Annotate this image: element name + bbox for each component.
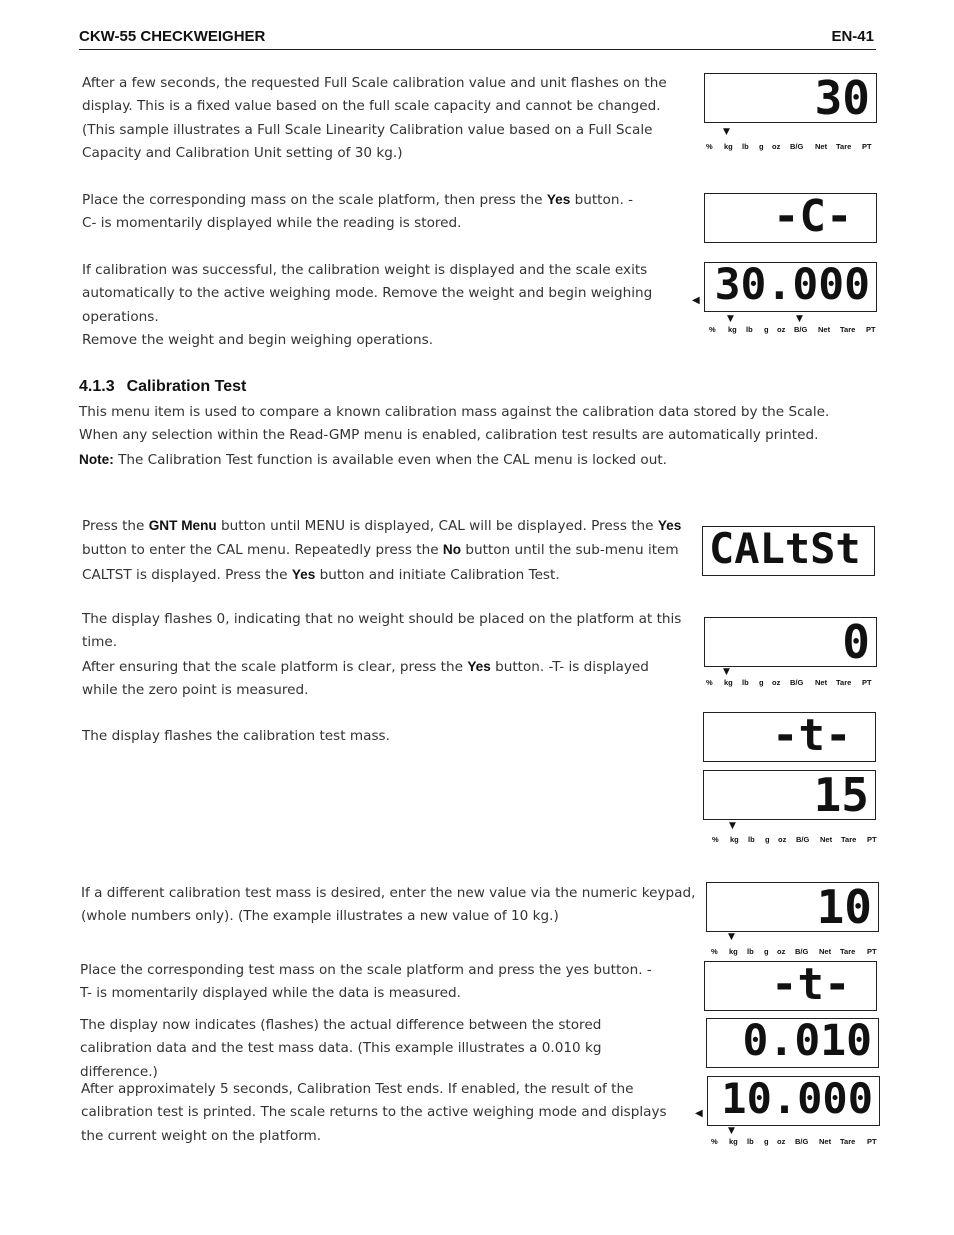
display-value: 15: [813, 768, 869, 822]
lcd-display: [704, 617, 877, 667]
unit-indicator-arrow: ▼: [728, 932, 735, 942]
paragraph: The display now indicates (flashes) the actual difference between the stored calibration data and the test mass data. (This example illustrates a 0.010 kg difference.): [80, 1017, 602, 1080]
paragraph: If calibration was successful, the calibration weight is displayed and the scale exits automatically to the active weighing mode. Remove the weight and begin weighing operations.: [82, 262, 653, 325]
lcd-display: [704, 73, 877, 123]
lcd-display: [703, 712, 876, 762]
paragraph: If a different calibration test mass is desired, enter the new value via the numeric keypad, (whole numbers only). (The example illustrates a new value of 10 kg.): [81, 885, 696, 925]
side-arrow: ◀: [692, 295, 700, 306]
annunciator-row: % kg lb g oz B/G Net Tare PT: [706, 678, 872, 687]
lcd-display: [704, 262, 877, 312]
lcd-display: [706, 1018, 879, 1068]
annunciator-row: % kg lb g oz B/G Net Tare PT: [712, 835, 877, 844]
unit-indicator-arrow: ▼: [723, 667, 730, 677]
unit-indicator-arrow: ▼: [727, 314, 734, 324]
paragraph: The display flashes the calibration test mass.: [82, 728, 390, 744]
paragraph: The display flashes 0, indicating that no weight should be placed on the platform at this time.: [82, 611, 682, 651]
display-value: 10: [816, 880, 872, 934]
page-number: EN-41: [831, 28, 874, 45]
paragraph: Remove the weight and begin weighing operations.: [82, 332, 434, 348]
paragraph: Place the corresponding test mass on the scale platform and press the yes button. -T- is momentarily displayed while the data is measured.: [80, 962, 652, 1002]
unit-indicator-arrow: ▼: [796, 314, 803, 324]
lcd-display: [703, 770, 876, 820]
annunciator-row: % kg lb g oz B/G Net Tare PT: [711, 947, 877, 956]
unit-indicator-arrow: ▼: [723, 127, 730, 137]
display-value: -t-: [771, 959, 851, 1010]
lcd-display: [704, 961, 877, 1011]
paragraph: This menu item is used to compare a known calibration mass against the calibration data stored by the Scale. When any selection within the Read-GMP menu is enabled, calibration test results are automatically printed.: [79, 404, 830, 444]
paragraph: After approximately 5 seconds, Calibration Test ends. If enabled, the result of the calibration test is printed. The scale returns to the active weighing mode and displays the current weight on the platform.: [81, 1081, 667, 1144]
side-arrow: ◀: [695, 1108, 703, 1119]
display-value: 10.000: [721, 1074, 873, 1123]
header-title: CKW-55 CHECKWEIGHER: [79, 28, 266, 45]
unit-indicator-arrow: ▼: [728, 1126, 735, 1136]
display-value: 0: [842, 615, 870, 669]
display-value: -t-: [772, 710, 852, 761]
section-heading: 4.1.3 Calibration Test: [79, 378, 247, 395]
note-paragraph: Note: The Calibration Test function is available even when the CAL menu is locked out.: [79, 452, 668, 468]
lcd-display: [702, 526, 875, 576]
lcd-display: [707, 1076, 880, 1126]
display-value: 30: [814, 71, 870, 125]
annunciator-row: % kg lb g oz B/G Net Tare PT: [711, 1137, 877, 1146]
display-value: CALtSt: [709, 524, 861, 573]
paragraph: Press the GNT Menu button until MENU is displayed, CAL will be displayed. Press the Yes button to enter the CAL menu. Repeatedly press the No button until the sub-menu item CALTST is displayed. Press the Yes button and initiate Calibration Test.: [82, 518, 682, 583]
display-value: 0.010: [742, 1016, 872, 1066]
annunciator-row: % kg lb g oz B/G Net Tare PT: [709, 325, 876, 334]
lcd-display: [704, 193, 877, 243]
annunciator-row: % kg lb g oz B/G Net Tare PT: [706, 142, 872, 151]
lcd-display: [706, 882, 879, 932]
paragraph: Place the corresponding mass on the scale platform, then press the Yes button. -C- is momentarily displayed while the reading is stored.: [82, 192, 633, 232]
paragraph: (This sample illustrates a Full Scale Linearity Calibration value based on a Full Scale Capacity and Calibration Unit setting of 30 kg.): [82, 122, 653, 162]
display-value: 30.000: [714, 260, 870, 310]
display-value: -C-: [773, 191, 853, 242]
paragraph: After ensuring that the scale platform is clear, press the Yes button. -T- is displayed while the zero point is measured.: [82, 659, 649, 699]
unit-indicator-arrow: ▼: [729, 821, 736, 831]
header-rule: [79, 49, 876, 50]
paragraph: After a few seconds, the requested Full Scale calibration value and unit flashes on the display. This is a fixed value based on the full scale capacity and cannot be changed.: [82, 75, 667, 115]
